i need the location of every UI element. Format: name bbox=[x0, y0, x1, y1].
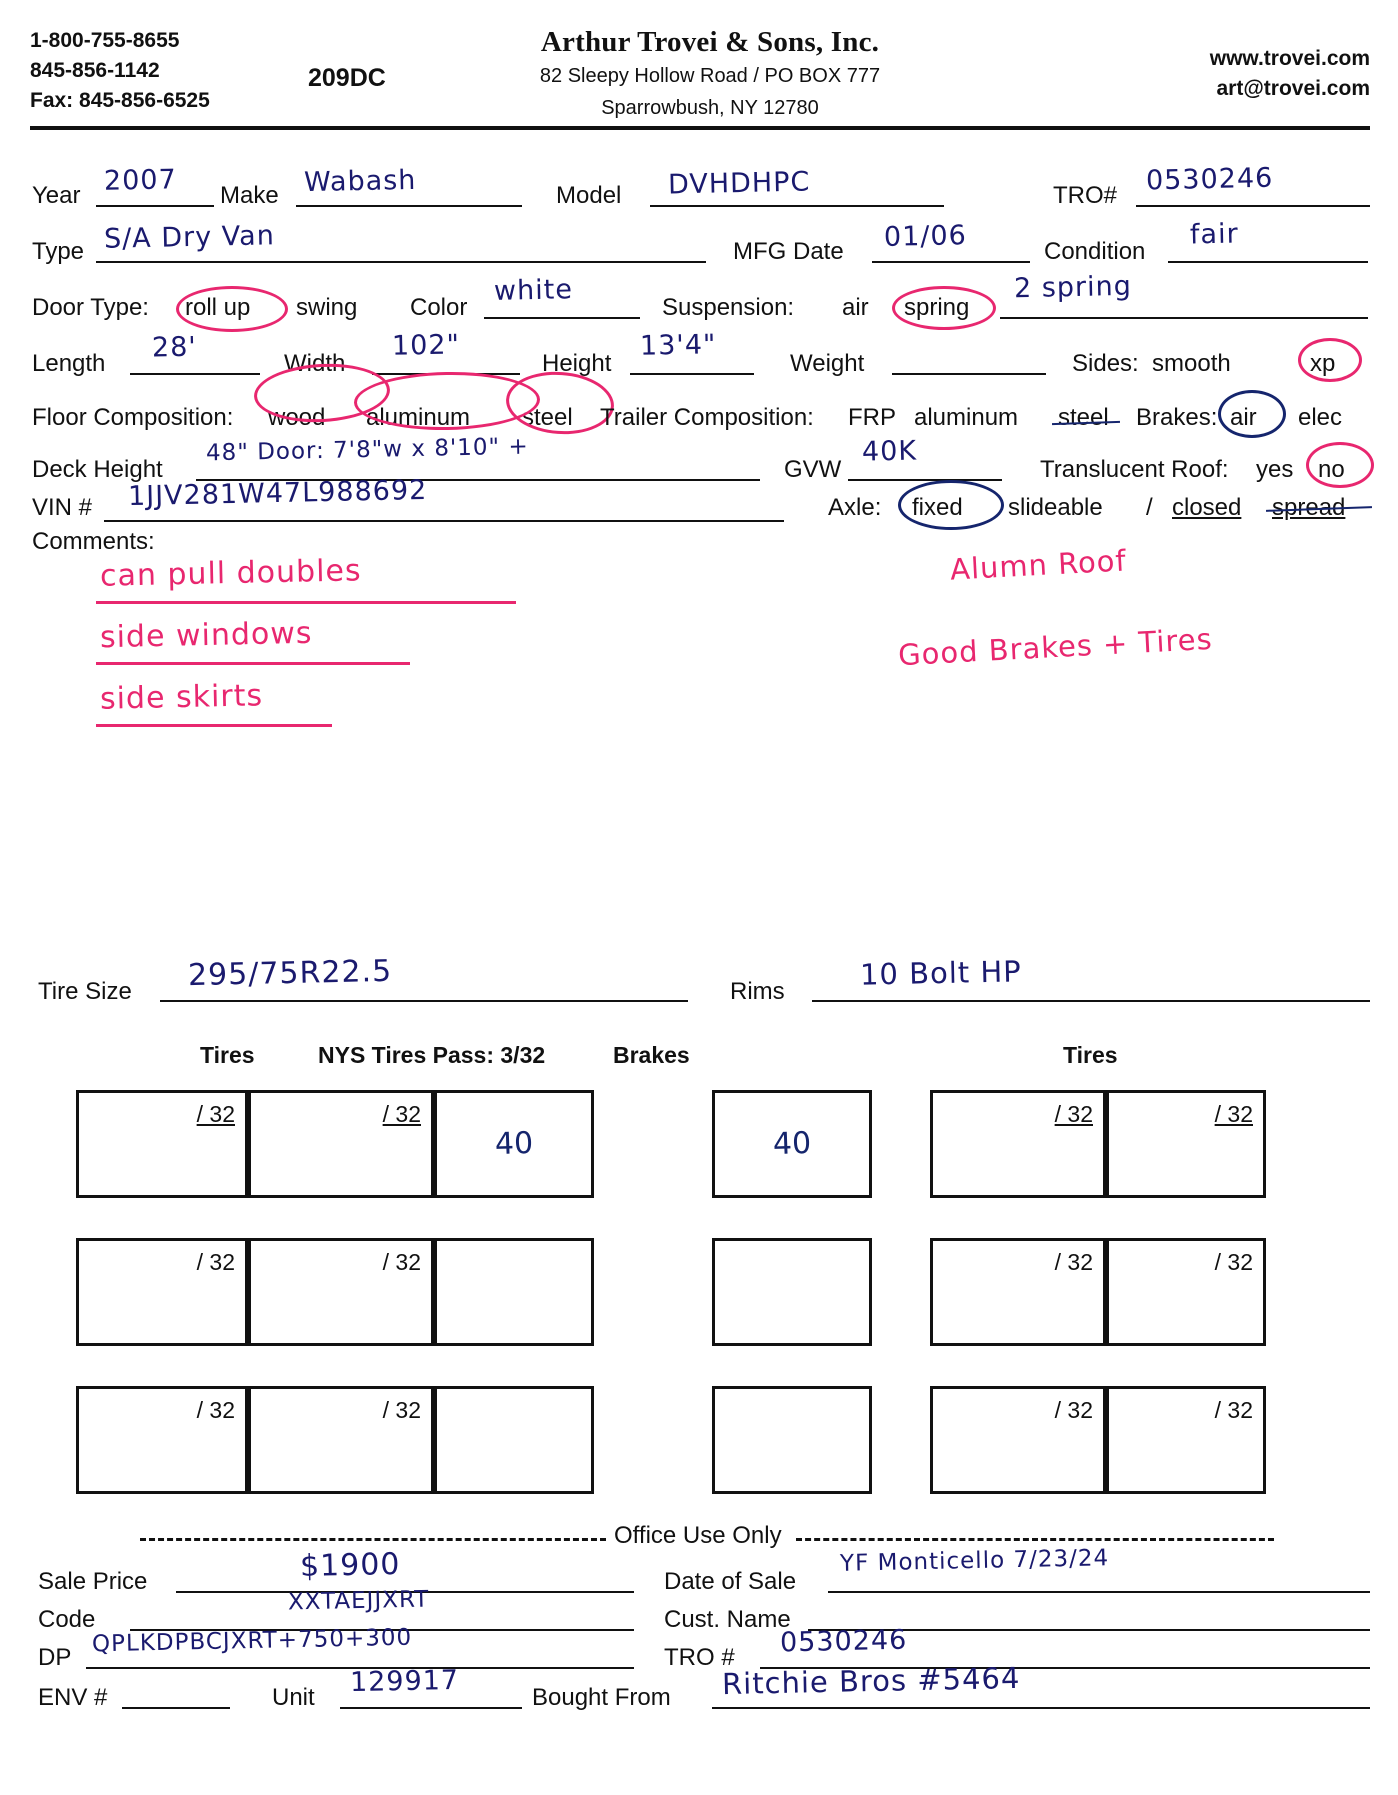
label-unit: Unit bbox=[272, 1684, 315, 1711]
tire-box-right-r2-c2[interactable] bbox=[1106, 1238, 1266, 1346]
value-code[interactable]: XXTAEJJXRT bbox=[287, 1586, 430, 1616]
tire-box-left-r3-c1[interactable] bbox=[76, 1386, 248, 1494]
label-rims: Rims bbox=[730, 978, 785, 1005]
comment-right-1[interactable]: Alumn Roof bbox=[949, 543, 1128, 587]
option-brakes-elec[interactable]: elec bbox=[1298, 404, 1343, 431]
label-code: Code bbox=[38, 1606, 96, 1633]
option-trailer-steel[interactable]: steel bbox=[1058, 404, 1109, 431]
label-floor-composition: Floor Composition: bbox=[32, 404, 234, 431]
tire-depth-left-r1-c2: / 32 bbox=[382, 1101, 421, 1127]
brake-box-left-r3[interactable] bbox=[434, 1386, 594, 1494]
brake-box-left-r1[interactable] bbox=[434, 1090, 594, 1198]
option-floor-aluminum[interactable]: aluminum bbox=[366, 404, 471, 431]
tro-number-line bbox=[1136, 205, 1370, 207]
option-axle-closed[interactable]: closed bbox=[1172, 494, 1242, 521]
label-axle: Axle: bbox=[828, 494, 882, 521]
make-line bbox=[296, 205, 522, 207]
comment-left-1[interactable]: can pull doubles bbox=[99, 553, 362, 594]
label-model: Model bbox=[556, 182, 622, 209]
tire-box-right-r1-c1[interactable] bbox=[930, 1090, 1106, 1198]
label-width: Width bbox=[284, 350, 346, 377]
tire-depth-left-r3-c2: / 32 bbox=[382, 1397, 421, 1423]
label-deck-height: Deck Height bbox=[32, 456, 163, 483]
comment-right-2[interactable]: Good Brakes + Tires bbox=[897, 621, 1214, 673]
year-line bbox=[96, 205, 214, 207]
label-vin: VIN # bbox=[32, 494, 93, 521]
option-floor-wood[interactable]: wood bbox=[268, 404, 326, 431]
color-line bbox=[484, 317, 640, 319]
value-sale-price[interactable]: $1900 bbox=[299, 1546, 401, 1585]
label-translucent-roof: Translucent Roof: bbox=[1040, 456, 1229, 483]
tire-box-left-r2-c2[interactable] bbox=[248, 1238, 434, 1346]
website-link[interactable]: www.trovei.com bbox=[1209, 47, 1370, 70]
company-address-line1: 82 Sleepy Hollow Road / PO BOX 777 bbox=[539, 65, 881, 87]
tire-box-right-r2-c1[interactable] bbox=[930, 1238, 1106, 1346]
label-year: Year bbox=[32, 182, 81, 209]
tire-depth-right-r3-c2: / 32 bbox=[1214, 1397, 1253, 1423]
value-vin[interactable]: 1JJV281W47L988692 bbox=[127, 474, 428, 513]
col-header-tires-right: Tires bbox=[1063, 1042, 1118, 1068]
gvw-line bbox=[848, 479, 1002, 481]
form-header bbox=[30, 26, 1370, 122]
suspension-note-line bbox=[1000, 317, 1368, 319]
tire-box-right-r3-c1[interactable] bbox=[930, 1386, 1106, 1494]
value-model[interactable]: DVHDHPC bbox=[667, 166, 811, 201]
label-gvw: GVW bbox=[784, 456, 842, 483]
option-sides-smooth[interactable]: smooth bbox=[1152, 350, 1231, 377]
value-dp[interactable]: QPLKDPBCJXRT+750+300 bbox=[91, 1624, 413, 1658]
label-tro-number: TRO# bbox=[1053, 182, 1118, 209]
label-length: Length bbox=[32, 350, 106, 377]
comment-left-3[interactable]: side skirts bbox=[99, 678, 264, 717]
tire-depth-left-r2-c1: / 32 bbox=[196, 1249, 235, 1275]
tire-box-left-r1-c2[interactable] bbox=[248, 1090, 434, 1198]
value-bought-from[interactable]: Ritchie Bros #5464 bbox=[721, 1660, 1021, 1702]
company-block bbox=[430, 26, 990, 123]
label-mfg-date: MFG Date bbox=[733, 238, 844, 265]
form-code: 209DC bbox=[308, 64, 386, 92]
label-cust-name: Cust. Name bbox=[664, 1606, 791, 1633]
option-axle-slideable[interactable]: slideable bbox=[1008, 494, 1103, 521]
header-divider bbox=[30, 126, 1370, 130]
option-sides-xp[interactable]: xp bbox=[1310, 350, 1336, 377]
option-axle-fixed[interactable]: fixed bbox=[912, 494, 963, 521]
value-type[interactable]: S/A Dry Van bbox=[103, 220, 276, 255]
web-block bbox=[1210, 44, 1370, 104]
label-condition: Condition bbox=[1044, 238, 1146, 265]
label-bought-from: Bought From bbox=[532, 1684, 671, 1711]
label-sides: Sides: bbox=[1072, 350, 1139, 377]
value-make[interactable]: Wabash bbox=[303, 164, 417, 199]
tire-depth-right-r1-c1: / 32 bbox=[1054, 1101, 1093, 1127]
tire-size-line bbox=[160, 1000, 688, 1002]
date-of-sale-line bbox=[828, 1591, 1370, 1593]
brake-value-left-r1: 40 bbox=[494, 1125, 534, 1163]
tire-box-right-r3-c2[interactable] bbox=[1106, 1386, 1266, 1494]
option-trailer-aluminum[interactable]: aluminum bbox=[914, 404, 1019, 431]
model-line bbox=[650, 205, 944, 207]
phone-secondary: 845-856-1142 bbox=[30, 59, 160, 82]
col-header-nys-pass: NYS Tires Pass: 3/32 bbox=[318, 1042, 546, 1068]
value-tro-number-2[interactable]: 0530246 bbox=[779, 1624, 908, 1659]
office-divider-left bbox=[140, 1538, 606, 1541]
height-line bbox=[630, 373, 754, 375]
contact-block bbox=[30, 26, 210, 116]
axle-separator: / bbox=[1146, 494, 1153, 521]
phone-primary: 1-800-755-8655 bbox=[30, 29, 180, 52]
brake-box-right-r3[interactable] bbox=[712, 1386, 872, 1494]
tire-depth-right-r2-c1: / 32 bbox=[1054, 1249, 1093, 1275]
tire-depth-left-r2-c2: / 32 bbox=[382, 1249, 421, 1275]
office-divider-right bbox=[796, 1538, 1274, 1541]
label-suspension: Suspension: bbox=[662, 294, 795, 321]
tire-box-left-r1-c1[interactable] bbox=[76, 1090, 248, 1198]
col-header-tires-left: Tires bbox=[200, 1042, 255, 1068]
brake-box-right-r2[interactable] bbox=[712, 1238, 872, 1346]
value-unit[interactable]: 129917 bbox=[349, 1664, 460, 1699]
comment-left-1-underline bbox=[96, 601, 516, 604]
condition-line bbox=[1168, 261, 1368, 263]
comment-left-3-underline bbox=[96, 724, 332, 727]
type-line bbox=[96, 261, 706, 263]
company-address-line2: Sparrowbush, NY 12780 bbox=[601, 97, 819, 119]
option-roof-yes[interactable]: yes bbox=[1256, 456, 1294, 483]
width-line bbox=[372, 373, 520, 375]
label-tire-size: Tire Size bbox=[38, 978, 132, 1005]
option-roof-no[interactable]: no bbox=[1318, 456, 1345, 483]
option-axle-spread[interactable]: spread bbox=[1272, 494, 1346, 521]
value-deck-height[interactable]: 48" Door: 7'8"w x 8'10" + bbox=[205, 433, 529, 467]
tire-depth-left-r1-c1: / 32 bbox=[196, 1101, 235, 1127]
label-weight: Weight bbox=[790, 350, 865, 377]
rims-line bbox=[812, 1000, 1370, 1002]
label-trailer-composition: Trailer Composition: bbox=[600, 404, 814, 431]
fax-number: Fax: 845-856-6525 bbox=[30, 89, 210, 112]
unit-line bbox=[340, 1707, 522, 1709]
value-rims[interactable]: 10 Bolt HP bbox=[859, 954, 1023, 992]
brake-value-right-r1: 40 bbox=[772, 1125, 812, 1163]
option-door-rollup[interactable]: roll up bbox=[185, 294, 251, 321]
value-width[interactable]: 102" bbox=[391, 329, 461, 362]
brake-box-left-r2[interactable] bbox=[434, 1238, 594, 1346]
label-make: Make bbox=[220, 182, 279, 209]
label-comments: Comments: bbox=[32, 528, 155, 555]
tire-depth-left-r3-c1: / 32 bbox=[196, 1397, 235, 1423]
env-line bbox=[122, 1707, 230, 1709]
label-env: ENV # bbox=[38, 1684, 108, 1711]
value-color[interactable]: white bbox=[493, 274, 574, 307]
comment-left-2[interactable]: side windows bbox=[99, 615, 313, 656]
option-suspension-spring[interactable]: spring bbox=[904, 294, 970, 321]
label-color: Color bbox=[410, 294, 468, 321]
tire-depth-right-r1-c2: / 32 bbox=[1214, 1101, 1253, 1127]
tire-depth-right-r3-c1: / 32 bbox=[1054, 1397, 1093, 1423]
company-name: Arthur Trovei & Sons, Inc. bbox=[540, 26, 880, 58]
value-gvw[interactable]: 40K bbox=[861, 435, 918, 468]
vin-line bbox=[104, 520, 784, 522]
label-door-type: Door Type: bbox=[32, 294, 149, 321]
mfg-date-line bbox=[872, 261, 1030, 263]
label-sale-price: Sale Price bbox=[38, 1568, 148, 1595]
brake-box-right-r1[interactable] bbox=[712, 1090, 872, 1198]
value-suspension-note[interactable]: 2 spring bbox=[1013, 270, 1133, 305]
option-suspension-air[interactable]: air bbox=[842, 294, 869, 321]
option-door-swing[interactable]: swing bbox=[296, 294, 358, 321]
label-brakes: Brakes: bbox=[1136, 404, 1218, 431]
option-brakes-air[interactable]: air bbox=[1230, 404, 1257, 431]
tire-box-right-r1-c2[interactable] bbox=[1106, 1090, 1266, 1198]
office-use-only-title: Office Use Only bbox=[614, 1522, 782, 1549]
label-type: Type bbox=[32, 238, 85, 265]
option-trailer-frp[interactable]: FRP bbox=[848, 404, 896, 431]
comment-left-2-underline bbox=[96, 662, 410, 665]
label-date-of-sale: Date of Sale bbox=[664, 1568, 797, 1595]
length-line bbox=[130, 373, 260, 375]
bought-from-line bbox=[712, 1707, 1370, 1709]
label-dp: DP bbox=[38, 1644, 72, 1671]
tire-depth-right-r2-c2: / 32 bbox=[1214, 1249, 1253, 1275]
value-date-of-sale[interactable]: YF Monticello 7/23/24 bbox=[839, 1545, 1110, 1577]
value-mfg-date[interactable]: 01/06 bbox=[883, 220, 968, 253]
label-tro-number-2: TRO # bbox=[664, 1644, 735, 1671]
value-tire-size[interactable]: 295/75R22.5 bbox=[187, 953, 393, 994]
value-condition[interactable]: fair bbox=[1189, 218, 1239, 251]
tire-box-left-r3-c2[interactable] bbox=[248, 1386, 434, 1494]
col-header-brakes: Brakes bbox=[613, 1042, 690, 1068]
option-floor-steel[interactable]: steel bbox=[522, 404, 573, 431]
email-link[interactable]: art@trovei.com bbox=[1216, 77, 1370, 100]
value-tro-number[interactable]: 0530246 bbox=[1145, 162, 1274, 197]
value-length[interactable]: 28' bbox=[151, 331, 198, 364]
value-height[interactable]: 13'4" bbox=[639, 329, 717, 362]
tire-box-left-r2-c1[interactable] bbox=[76, 1238, 248, 1346]
weight-line bbox=[892, 373, 1046, 375]
label-height: Height bbox=[542, 350, 612, 377]
value-year[interactable]: 2007 bbox=[103, 164, 178, 197]
